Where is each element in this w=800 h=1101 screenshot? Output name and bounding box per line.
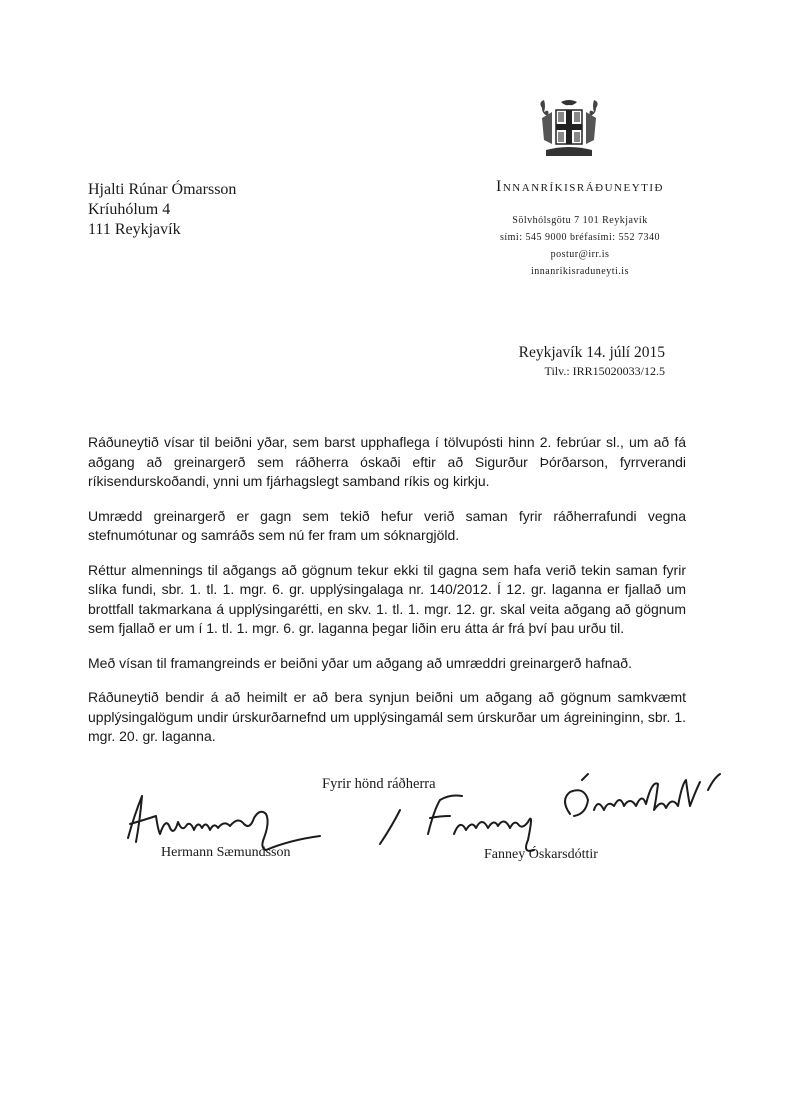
ministry-name: Innanríkisráðuneytið	[496, 178, 664, 195]
recipient-city: 111 Reykjavík	[88, 221, 181, 238]
ministry-email: postur@irr.is	[550, 249, 610, 260]
recipient-address	[88, 180, 236, 240]
recipient-name: Hjalti Rúnar Ómarsson	[88, 181, 237, 198]
body-paragraph-4: Með vísan til framangreinds er beiðni yðar um aðgang að umræddri greinargerð hafnað.	[88, 654, 632, 671]
ministry-contact	[470, 212, 690, 280]
signatory-name-1: Hermann Sæmundsson	[161, 845, 291, 860]
body-paragraph-3: Réttur almennings til aðgangs að gögnum tekur ekki til gagna sem hafa verið tekin saman fyrir slíka fundi, sbr. 1. tl. 1. mgr. 6. gr. upplýsingalaga nr. 140/2012. Í 12. gr. laganna er fjallað um brottfall takmarkana á upplýsingarétti, en skv. 1. tl. 1. mgr. 12. gr. skal veita aðgang að gögnum sem fjallað er um í 1. tl. 1. mgr. 6. gr. laganna þegar liðin eru átta ár frá því þau urðu til.	[88, 561, 686, 636]
reference-number: Tilv.: IRR15020033/12.5	[544, 364, 665, 378]
body-paragraph-1: Ráðuneytið vísar til beiðni yðar, sem barst upphaflega í tölvupósti hinn 2. febrúar sl., um að fá aðgang að greinargerð sem ráðherra óskaði eftir að Sigurður Þórðarson, fyrrverandi ríkisendurskoðandi, ynni um fjárhagslegt samband ríkis og kirkju.	[88, 434, 686, 489]
ministry-phones: sími: 545 9000 bréfasími: 552 7340	[499, 232, 661, 243]
ministry-letterhead	[470, 178, 690, 280]
ministry-website: innanrikisraduneyti.is	[531, 266, 629, 277]
letter-date: Reykjavík 14. júlí 2015	[518, 344, 665, 361]
date-block	[519, 344, 665, 379]
body-paragraph-2: Umrædd greinargerð er gagn sem tekið hefur verið saman fyrir ráðherrafundi vegna stefnumótunar og samráðs sem nú fer fram um sóknargjöld.	[88, 507, 686, 543]
body-paragraph-5: Ráðuneytið bendir á að heimilt er að bera synjun beiðni um aðgang að gögnum samkvæmt upplýsingalögum undir úrskurðarnefnd um upplýsingamál sem úrskurðar um ágreininginn, sbr. 1. mgr. 20. gr. laganna.	[88, 689, 686, 744]
signature-separator-icon	[370, 806, 410, 846]
recipient-street: Kríuhólum 4	[88, 201, 171, 218]
letter-body	[88, 433, 686, 762]
signatory-name-2: Fanney Óskarsdóttir	[484, 847, 598, 862]
ministry-address: Sölvhólsgötu 7 101 Reykjavík	[512, 215, 648, 226]
closing-line: Fyrir hönd ráðherra	[322, 776, 436, 792]
coat-of-arms-icon	[536, 100, 602, 160]
